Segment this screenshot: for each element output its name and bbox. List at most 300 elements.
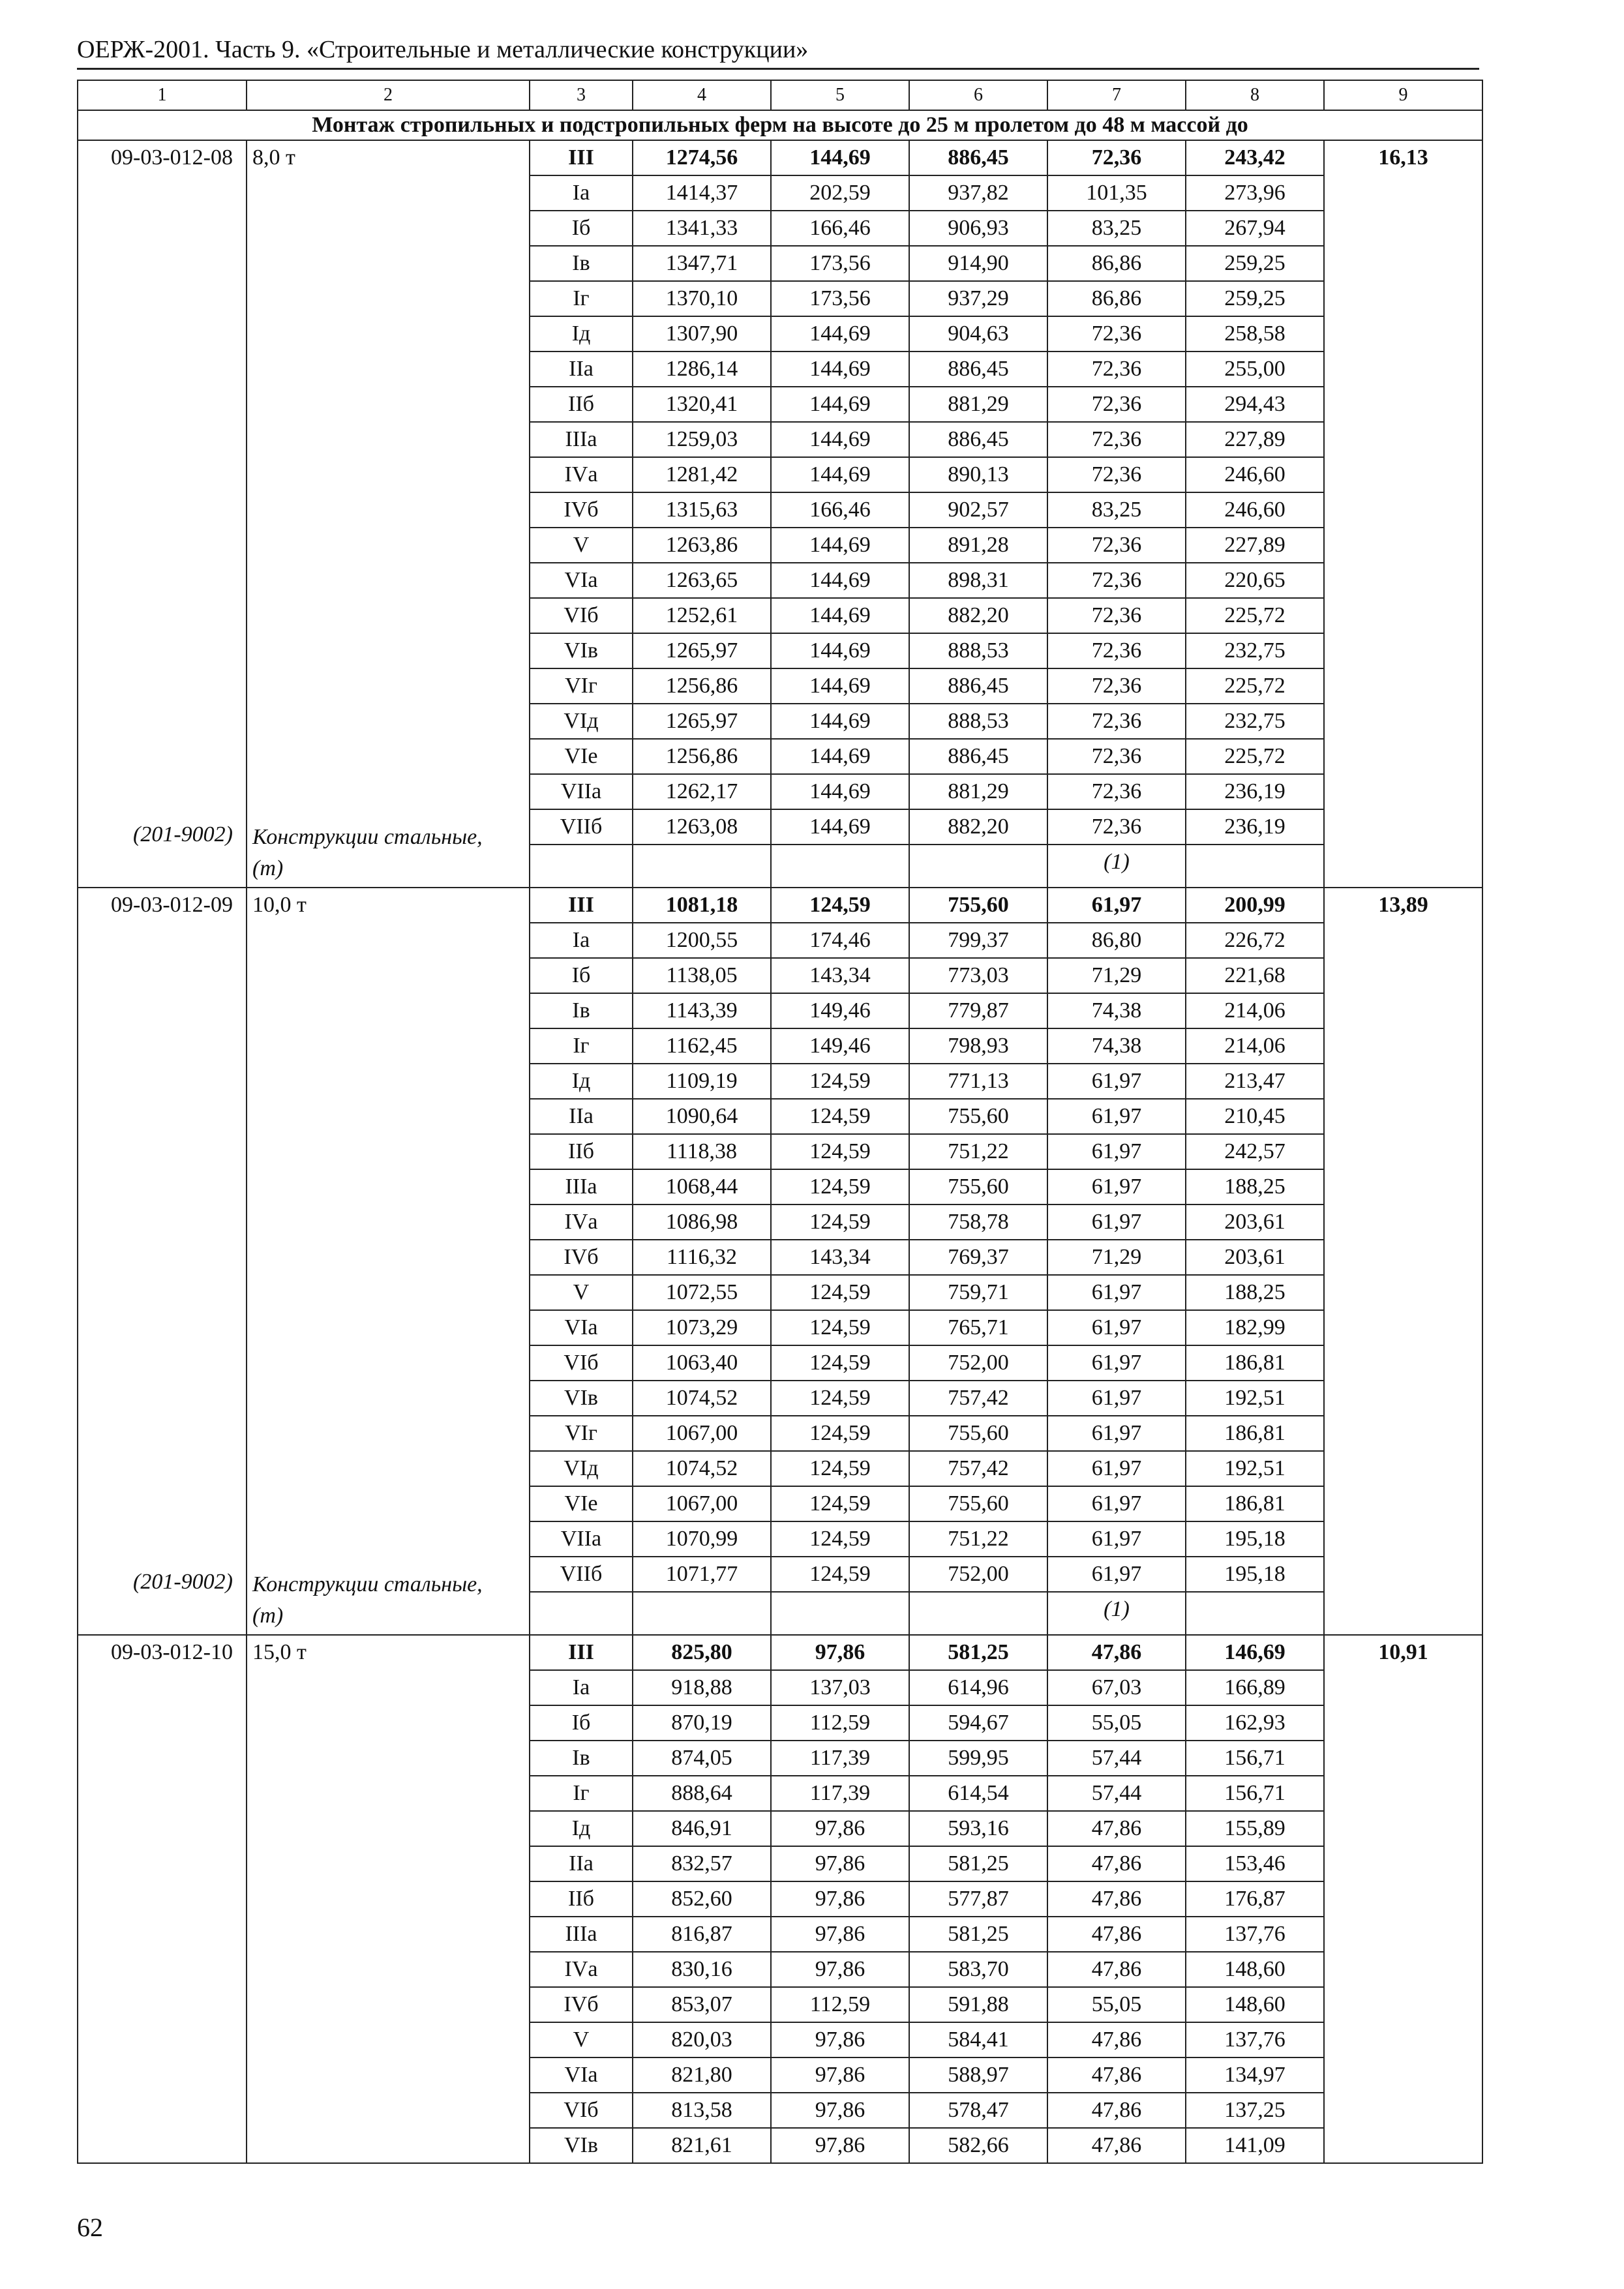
cell-col4: 1063,40: [633, 1345, 771, 1381]
resource-code: (201-9002): [133, 1570, 233, 1594]
cell-col4: 852,60: [633, 1881, 771, 1917]
cell-col5: 143,34: [771, 1240, 909, 1275]
cell-col4: 846,91: [633, 1811, 771, 1846]
rate-code-cell: [78, 1635, 247, 2163]
cell-col6: 757,42: [909, 1381, 1047, 1416]
cell-col8: 141,09: [1186, 2128, 1324, 2163]
cell-col3: Iв: [530, 246, 633, 281]
cell-col8: 156,71: [1186, 1776, 1324, 1811]
cell-col5: 144,69: [771, 774, 909, 809]
col9-cell: 10,91: [1324, 1635, 1482, 2163]
cell-col3: IIб: [530, 1881, 633, 1917]
cell-col5: 124,59: [771, 1275, 909, 1310]
rate-code: 09-03-012-09: [111, 893, 233, 917]
cell-col4: 1370,10: [633, 281, 771, 316]
cell-col5: 112,59: [771, 1705, 909, 1741]
cell-col7: 67,03: [1047, 1670, 1186, 1705]
cell-col4: 1265,97: [633, 633, 771, 668]
cell-col8: 242,57: [1186, 1134, 1324, 1169]
cell-col3: Iб: [530, 211, 633, 246]
cell-col7: 47,86: [1047, 1881, 1186, 1917]
cell-col4: 1071,77: [633, 1557, 771, 1592]
cell-col6: 577,87: [909, 1881, 1047, 1917]
cell-col5: 202,59: [771, 175, 909, 211]
cell-col6: 773,03: [909, 958, 1047, 993]
cell-col8: 236,19: [1186, 774, 1324, 809]
cell-col5: 97,86: [771, 1635, 909, 1670]
cell-col8: 192,51: [1186, 1381, 1324, 1416]
cell-col3: Iа: [530, 1670, 633, 1705]
cell-col5: 144,69: [771, 633, 909, 668]
cell-col8: 200,99: [1186, 888, 1324, 923]
cell-col6: 599,95: [909, 1741, 1047, 1776]
cell-col8: 236,19: [1186, 809, 1324, 845]
cell-col3: Iб: [530, 958, 633, 993]
cell-col7: 72,36: [1047, 316, 1186, 352]
cell-col5: 144,69: [771, 704, 909, 739]
cell-col6: 582,66: [909, 2128, 1047, 2163]
cell-col7: 55,05: [1047, 1987, 1186, 2022]
cell-col6: 758,78: [909, 1204, 1047, 1240]
cell-col6: 751,22: [909, 1134, 1047, 1169]
cell-col7: 72,36: [1047, 422, 1186, 457]
cell-col5: 143,34: [771, 958, 909, 993]
cell-col4: 1252,61: [633, 598, 771, 633]
cell-col3: VIг: [530, 668, 633, 704]
cell-col6: 581,25: [909, 1846, 1047, 1881]
cell-col4: 1162,45: [633, 1028, 771, 1064]
cell-col8: 273,96: [1186, 175, 1324, 211]
cell-col8: 227,89: [1186, 422, 1324, 457]
cell-col5: 124,59: [771, 1310, 909, 1345]
cell-col8: 258,58: [1186, 316, 1324, 352]
cell-col6: 594,67: [909, 1705, 1047, 1741]
cell-col7: 61,97: [1047, 1557, 1186, 1592]
cell-col6: 886,45: [909, 739, 1047, 774]
cell-col5: 124,59: [771, 1557, 909, 1592]
cell-col5: 124,59: [771, 888, 909, 923]
cell-col4: 1116,32: [633, 1240, 771, 1275]
cell-col8: 214,06: [1186, 993, 1324, 1028]
cell-col5: 144,69: [771, 316, 909, 352]
cell-col3: Iа: [530, 923, 633, 958]
rates-table: [77, 80, 1483, 2164]
rate-name-cell: [247, 1635, 530, 2163]
cell-col3: V: [530, 2022, 633, 2057]
cell-col3: VIIб: [530, 809, 633, 845]
cell-col7: 72,36: [1047, 528, 1186, 563]
cell-col6: 755,60: [909, 1099, 1047, 1134]
cell-col7: 86,80: [1047, 923, 1186, 958]
cell-col7: 71,29: [1047, 958, 1186, 993]
cell-col8: 137,76: [1186, 1917, 1324, 1952]
cell-col6: 882,20: [909, 809, 1047, 845]
cell-col8: 221,68: [1186, 958, 1324, 993]
cell-col7: 47,86: [1047, 2022, 1186, 2057]
cell-col7: 74,38: [1047, 1028, 1186, 1064]
resource-code: (201-9002): [133, 822, 233, 846]
cell-col7: 61,97: [1047, 1099, 1186, 1134]
cell-col3: VIа: [530, 563, 633, 598]
cell-col6: 898,31: [909, 563, 1047, 598]
cell-col6: 937,29: [909, 281, 1047, 316]
cell-col4: 853,07: [633, 1987, 771, 2022]
cell-col3: Iа: [530, 175, 633, 211]
cell-col7: 72,36: [1047, 598, 1186, 633]
cell-col7: 83,25: [1047, 492, 1186, 528]
cell-col5: 97,86: [771, 1881, 909, 1917]
cell-col4: 1090,64: [633, 1099, 771, 1134]
cell-col3: Iд: [530, 1811, 633, 1846]
header-title: ОЕРЖ-2001. Часть 9. «Строительные и металлические конструкции»: [77, 36, 809, 63]
cell-col5: 124,59: [771, 1486, 909, 1521]
cell-col8: 134,97: [1186, 2057, 1324, 2093]
cell-col7: 74,38: [1047, 993, 1186, 1028]
cell-col7: 47,86: [1047, 1917, 1186, 1952]
cell-col7: 61,97: [1047, 1134, 1186, 1169]
cell-col6: 886,45: [909, 668, 1047, 704]
cell-col3: IIа: [530, 1846, 633, 1881]
empty-cell: [771, 1592, 909, 1635]
cell-col7: 72,36: [1047, 774, 1186, 809]
cell-col8: 225,72: [1186, 668, 1324, 704]
cell-col8: 186,81: [1186, 1345, 1324, 1381]
cell-col4: 1072,55: [633, 1275, 771, 1310]
cell-col3: VIг: [530, 1416, 633, 1451]
cell-col5: 124,59: [771, 1204, 909, 1240]
cell-col5: 97,86: [771, 1811, 909, 1846]
cell-col5: 144,69: [771, 140, 909, 175]
cell-col7: 72,36: [1047, 809, 1186, 845]
cell-col3: VIе: [530, 739, 633, 774]
cell-col8: 294,43: [1186, 387, 1324, 422]
cell-col5: 97,86: [771, 1917, 909, 1952]
cell-col6: 588,97: [909, 2057, 1047, 2093]
cell-col8: 195,18: [1186, 1557, 1324, 1592]
cell-col5: 149,46: [771, 993, 909, 1028]
page-number: 62: [77, 2213, 103, 2242]
table-row: [78, 888, 1482, 923]
cell-col3: IVа: [530, 1204, 633, 1240]
cell-col7: 61,97: [1047, 1345, 1186, 1381]
cell-col3: IVб: [530, 1987, 633, 2022]
cell-col6: 584,41: [909, 2022, 1047, 2057]
resource-name: Конструкции стальные,: [252, 825, 483, 849]
cell-col7: 61,97: [1047, 1451, 1186, 1486]
cell-col8: 148,60: [1186, 1952, 1324, 1987]
cell-col4: 832,57: [633, 1846, 771, 1881]
cell-col5: 124,59: [771, 1099, 909, 1134]
cell-col4: 870,19: [633, 1705, 771, 1741]
column-number: 1: [78, 80, 247, 110]
empty-cell: [633, 845, 771, 888]
section-title-row: [78, 110, 1482, 140]
cell-col4: 1073,29: [633, 1310, 771, 1345]
table-body: [78, 80, 1482, 2163]
cell-col3: IIа: [530, 352, 633, 387]
cell-col5: 144,69: [771, 809, 909, 845]
cell-col6: 799,37: [909, 923, 1047, 958]
cell-col5: 124,59: [771, 1345, 909, 1381]
cell-col5: 144,69: [771, 457, 909, 492]
cell-col3: VIе: [530, 1486, 633, 1521]
cell-col7: 57,44: [1047, 1776, 1186, 1811]
cell-col7: 72,36: [1047, 704, 1186, 739]
cell-col4: 1265,97: [633, 704, 771, 739]
cell-col8: 137,76: [1186, 2022, 1324, 2057]
cell-col4: 1281,42: [633, 457, 771, 492]
cell-col3: VIб: [530, 598, 633, 633]
cell-col7: 61,97: [1047, 1064, 1186, 1099]
cell-col8: 166,89: [1186, 1670, 1324, 1705]
cell-col5: 124,59: [771, 1169, 909, 1204]
cell-col4: 1143,39: [633, 993, 771, 1028]
cell-col4: 1315,63: [633, 492, 771, 528]
cell-col6: 914,90: [909, 246, 1047, 281]
rates-table-container: [77, 80, 1482, 2164]
cell-col4: 1074,52: [633, 1381, 771, 1416]
cell-col6: 886,45: [909, 422, 1047, 457]
cell-col4: 830,16: [633, 1952, 771, 1987]
cell-col6: 578,47: [909, 2093, 1047, 2128]
cell-col3: IIа: [530, 1099, 633, 1134]
cell-col7: 72,36: [1047, 387, 1186, 422]
cell-col3: Iг: [530, 1028, 633, 1064]
cell-col8: 259,25: [1186, 246, 1324, 281]
cell-col8: 259,25: [1186, 281, 1324, 316]
cell-col6: 614,54: [909, 1776, 1047, 1811]
cell-col8: 176,87: [1186, 1881, 1324, 1917]
cell-col4: 1263,65: [633, 563, 771, 598]
cell-col5: 144,69: [771, 352, 909, 387]
cell-col6: 759,71: [909, 1275, 1047, 1310]
cell-col3: IIб: [530, 387, 633, 422]
empty-cell: [909, 1592, 1047, 1635]
rate-name-cell: [247, 140, 530, 888]
cell-col5: 166,46: [771, 211, 909, 246]
cell-col5: 144,69: [771, 422, 909, 457]
cell-col3: VIIа: [530, 1521, 633, 1557]
cell-col8: 227,89: [1186, 528, 1324, 563]
cell-col8: 213,47: [1186, 1064, 1324, 1099]
cell-col8: 226,72: [1186, 923, 1324, 958]
cell-col5: 166,46: [771, 492, 909, 528]
cell-col5: 97,86: [771, 2093, 909, 2128]
cell-col7: 47,86: [1047, 1811, 1186, 1846]
resource-unit: (т): [252, 1604, 284, 1628]
cell-col7: 47,86: [1047, 2128, 1186, 2163]
col9-cell: 16,13: [1324, 140, 1482, 888]
cell-col6: 904,63: [909, 316, 1047, 352]
cell-col4: 1118,38: [633, 1134, 771, 1169]
cell-col3: III: [530, 140, 633, 175]
cell-col7: 61,97: [1047, 1310, 1186, 1345]
cell-col4: 888,64: [633, 1776, 771, 1811]
cell-col3: Iд: [530, 1064, 633, 1099]
resource-unit: (т): [252, 856, 284, 880]
rate-name: 8,0 т: [252, 145, 295, 170]
cell-col5: 144,69: [771, 598, 909, 633]
cell-col4: 1070,99: [633, 1521, 771, 1557]
cell-col6: 891,28: [909, 528, 1047, 563]
cell-col3: Iг: [530, 281, 633, 316]
cell-col5: 124,59: [771, 1381, 909, 1416]
cell-col5: 149,46: [771, 1028, 909, 1064]
cell-col5: 97,86: [771, 1846, 909, 1881]
page-header: [77, 34, 1479, 70]
cell-col5: 137,03: [771, 1670, 909, 1705]
cell-col8: 267,94: [1186, 211, 1324, 246]
cell-col3: Iв: [530, 993, 633, 1028]
cell-col4: 816,87: [633, 1917, 771, 1952]
cell-col5: 97,86: [771, 2022, 909, 2057]
cell-col8: 137,25: [1186, 2093, 1324, 2128]
cell-col4: 1341,33: [633, 211, 771, 246]
cell-col5: 117,39: [771, 1741, 909, 1776]
resource-col8: (1): [1047, 1592, 1186, 1635]
cell-col5: 97,86: [771, 2128, 909, 2163]
cell-col3: VIа: [530, 2057, 633, 2093]
cell-col7: 47,86: [1047, 1635, 1186, 1670]
cell-col4: 821,80: [633, 2057, 771, 2093]
cell-col3: Iв: [530, 1741, 633, 1776]
cell-col8: 192,51: [1186, 1451, 1324, 1486]
cell-col7: 47,86: [1047, 1952, 1186, 1987]
cell-col5: 144,69: [771, 387, 909, 422]
cell-col3: Iб: [530, 1705, 633, 1741]
cell-col6: 888,53: [909, 633, 1047, 668]
cell-col5: 173,56: [771, 246, 909, 281]
rate-name-cell: [247, 888, 530, 1635]
cell-col8: 246,60: [1186, 457, 1324, 492]
cell-col6: 902,57: [909, 492, 1047, 528]
cell-col5: 144,69: [771, 563, 909, 598]
cell-col7: 101,35: [1047, 175, 1186, 211]
cell-col3: VIв: [530, 2128, 633, 2163]
cell-col3: IVб: [530, 1240, 633, 1275]
cell-col4: 813,58: [633, 2093, 771, 2128]
cell-col6: 798,93: [909, 1028, 1047, 1064]
cell-col4: 821,61: [633, 2128, 771, 2163]
cell-col7: 61,97: [1047, 1416, 1186, 1451]
column-number: 2: [247, 80, 530, 110]
cell-col4: 825,80: [633, 1635, 771, 1670]
cell-col8: 148,60: [1186, 1987, 1324, 2022]
cell-col5: 97,86: [771, 1952, 909, 1987]
cell-col4: 1274,56: [633, 140, 771, 175]
cell-col4: 1067,00: [633, 1416, 771, 1451]
cell-col3: Iд: [530, 316, 633, 352]
column-number: 5: [771, 80, 909, 110]
cell-col5: 174,46: [771, 923, 909, 958]
cell-col8: 186,81: [1186, 1486, 1324, 1521]
cell-col7: 83,25: [1047, 211, 1186, 246]
resource-name: Конструкции стальные,: [252, 1572, 483, 1596]
cell-col8: 232,75: [1186, 704, 1324, 739]
cell-col5: 144,69: [771, 739, 909, 774]
cell-col6: 583,70: [909, 1952, 1047, 1987]
cell-col7: 72,36: [1047, 633, 1186, 668]
cell-col5: 124,59: [771, 1134, 909, 1169]
cell-col6: 581,25: [909, 1917, 1047, 1952]
cell-col4: 1081,18: [633, 888, 771, 923]
cell-col5: 124,59: [771, 1064, 909, 1099]
cell-col8: 232,75: [1186, 633, 1324, 668]
cell-col3: V: [530, 1275, 633, 1310]
cell-col8: 188,25: [1186, 1275, 1324, 1310]
cell-col3: IVа: [530, 1952, 633, 1987]
cell-col8: 195,18: [1186, 1521, 1324, 1557]
cell-col3: VIIа: [530, 774, 633, 809]
cell-col7: 47,86: [1047, 2057, 1186, 2093]
section-title: Монтаж стропильных и подстропильных ферм на высоте до 25 м пролетом до 48 м массой до: [78, 110, 1482, 140]
cell-col4: 1286,14: [633, 352, 771, 387]
cell-col8: 182,99: [1186, 1310, 1324, 1345]
cell-col6: 886,45: [909, 140, 1047, 175]
cell-col4: 1074,52: [633, 1451, 771, 1486]
resource-name-block: [252, 1569, 483, 1632]
cell-col4: 918,88: [633, 1670, 771, 1705]
cell-col4: 1259,03: [633, 422, 771, 457]
cell-col4: 1320,41: [633, 387, 771, 422]
cell-col5: 173,56: [771, 281, 909, 316]
cell-col6: 757,42: [909, 1451, 1047, 1486]
cell-col7: 86,86: [1047, 246, 1186, 281]
cell-col5: 97,86: [771, 2057, 909, 2093]
cell-col3: IVа: [530, 457, 633, 492]
cell-col3: VIб: [530, 1345, 633, 1381]
cell-col6: 765,71: [909, 1310, 1047, 1345]
cell-col4: 1256,86: [633, 668, 771, 704]
cell-col7: 61,97: [1047, 1204, 1186, 1240]
cell-col4: 1307,90: [633, 316, 771, 352]
cell-col4: 1414,37: [633, 175, 771, 211]
cell-col6: 591,88: [909, 1987, 1047, 2022]
cell-col7: 47,86: [1047, 1846, 1186, 1881]
cell-col4: 874,05: [633, 1741, 771, 1776]
cell-col7: 71,29: [1047, 1240, 1186, 1275]
cell-col8: 243,42: [1186, 140, 1324, 175]
rate-code: 09-03-012-08: [111, 145, 233, 170]
cell-col8: 255,00: [1186, 352, 1324, 387]
cell-col3: IIIа: [530, 1169, 633, 1204]
cell-col6: 881,29: [909, 774, 1047, 809]
cell-col8: 153,46: [1186, 1846, 1324, 1881]
empty-cell: [530, 1592, 633, 1635]
cell-col4: 1262,17: [633, 774, 771, 809]
cell-col6: 751,22: [909, 1521, 1047, 1557]
cell-col4: 1138,05: [633, 958, 771, 993]
cell-col6: 755,60: [909, 888, 1047, 923]
cell-col5: 124,59: [771, 1521, 909, 1557]
cell-col3: III: [530, 1635, 633, 1670]
cell-col6: 779,87: [909, 993, 1047, 1028]
cell-col7: 55,05: [1047, 1705, 1186, 1741]
cell-col6: 752,00: [909, 1345, 1047, 1381]
cell-col8: 225,72: [1186, 739, 1324, 774]
cell-col4: 820,03: [633, 2022, 771, 2057]
cell-col7: 61,97: [1047, 1169, 1186, 1204]
cell-col8: 214,06: [1186, 1028, 1324, 1064]
cell-col8: 203,61: [1186, 1204, 1324, 1240]
cell-col6: 769,37: [909, 1240, 1047, 1275]
cell-col6: 593,16: [909, 1811, 1047, 1846]
cell-col4: 1347,71: [633, 246, 771, 281]
column-number: 3: [530, 80, 633, 110]
cell-col6: 881,29: [909, 387, 1047, 422]
cell-col3: VIб: [530, 2093, 633, 2128]
cell-col6: 755,60: [909, 1169, 1047, 1204]
